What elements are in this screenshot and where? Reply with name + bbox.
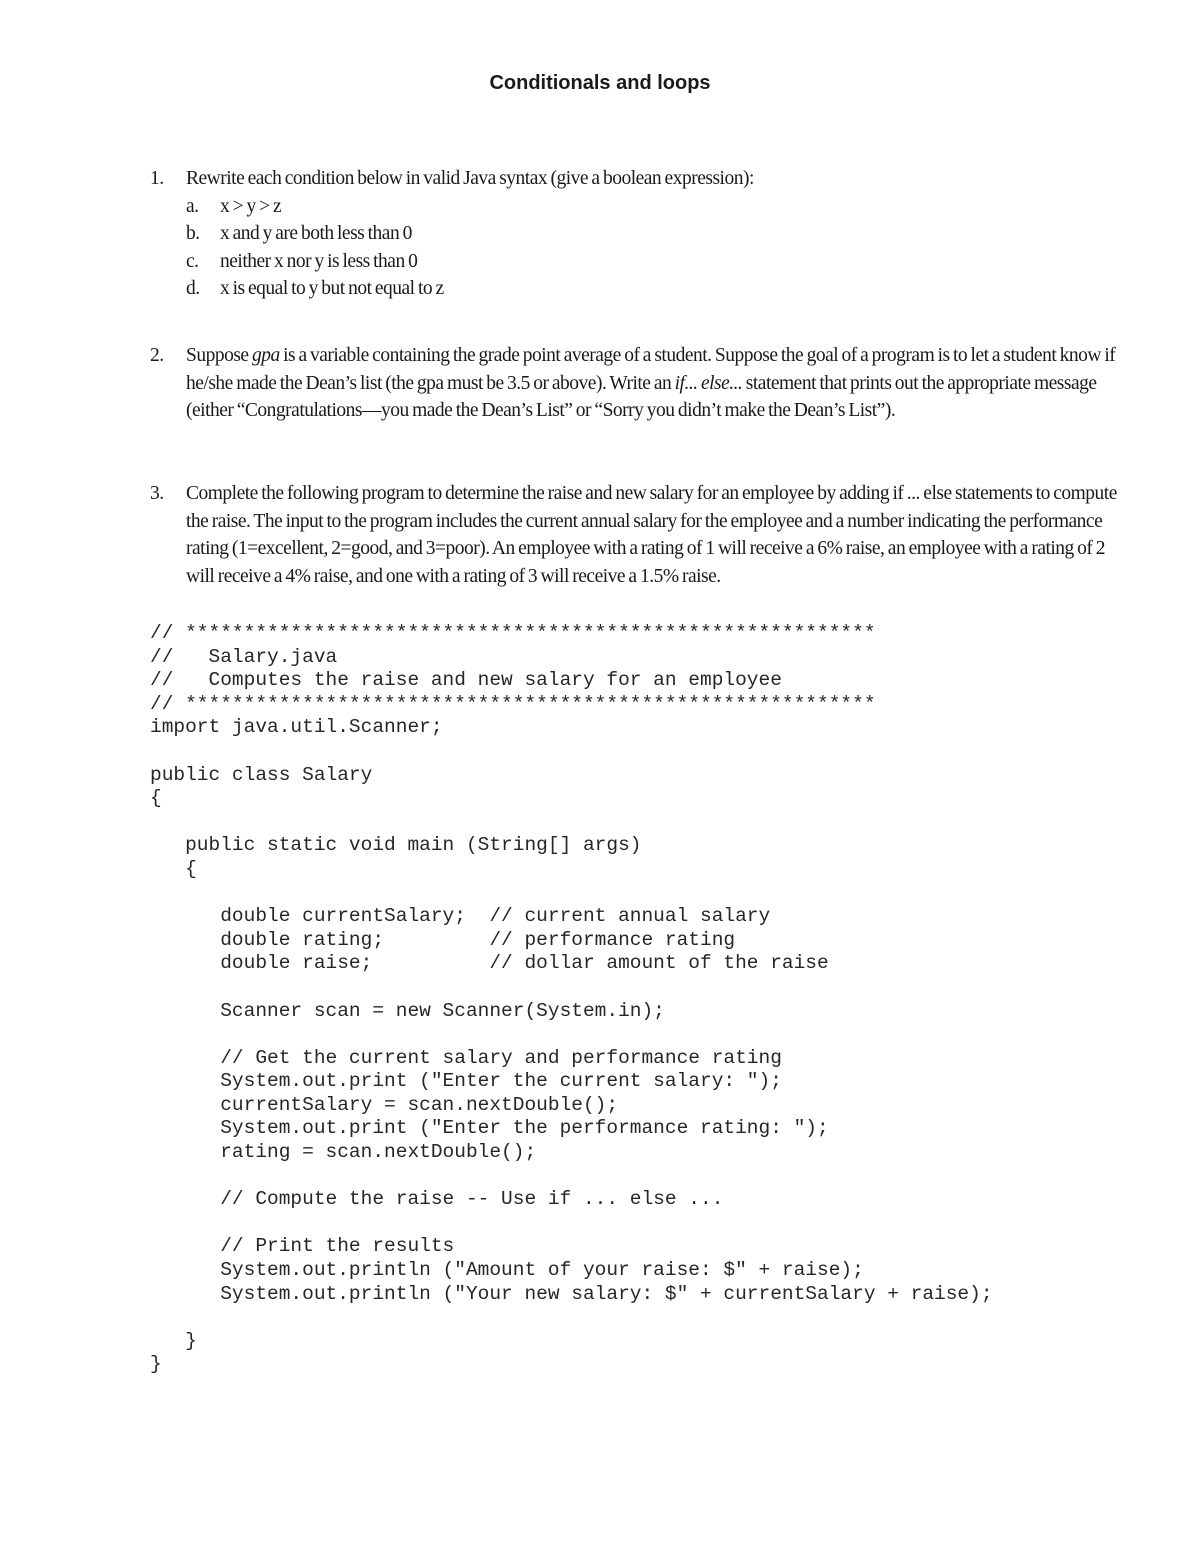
code-line: currentSalary = scan.nextDouble(); [150,1093,619,1116]
code-line: Scanner scan = new Scanner(System.in); [150,999,665,1022]
code-line: System.out.print ("Enter the current salary: "); [150,1070,782,1093]
code-line: } [150,1329,197,1352]
code-line [150,1212,993,1236]
sub-item-c [186,248,1120,276]
code-line: public class Salary [150,763,373,786]
keyword: if... else... [674,372,743,394]
code-line: public static void main (String[] args) [150,834,642,857]
code-line: // *********************************************************** [150,622,876,644]
sub-item-text: x is equal to y but not equal to z [220,278,444,299]
page-title: Conditionals and loops [489,72,711,94]
sub-item-text: x > y > z [220,195,282,217]
question-number: 2. [150,345,164,366]
question-number: 1. [150,168,164,189]
code-line [150,740,993,764]
code-line: // Computes the raise and new salary for an employee [150,669,782,692]
text-run: Suppose [186,345,252,366]
text-run: is a variable containing the grade point average of a student. Suppose the goal of a program is to let a student know if he/she made the Dean’s list (the gpa must be 3.5 or above). Write an [186,345,1116,394]
code-line [150,1023,993,1047]
code-line: System.out.print ("Enter the performance rating: "); [150,1117,829,1140]
code-listing [150,622,993,1377]
code-line [150,811,993,835]
question-text: Complete the following program to determine the raise and new salary for an employee by adding if ... else statements to compute the raise. The input to the program includes the current annual salary for the employee and a number indicating the performance rating (1=excellent, 2=good, and 3=poor). An employee with a rating of 1 will receive a 6% raise, an employee with a rating of 2 will receive a 4% raise, and one with a rating of 3 will receive a 1.5% raise. [186,483,1117,587]
code-line: // Get the current salary and performance rating [150,1046,782,1069]
text-run: statement that prints out the appropriate message (either “Congratulations—you made the Dean’s List” or “Sorry you didn’t make the Dean’s List”). [186,372,1097,421]
code-line [150,1165,993,1189]
sub-item-text: x and y are both less than 0 [220,223,412,244]
code-line: // *********************************************************** [150,692,876,715]
code-line: import java.util.Scanner; [150,716,443,739]
code-line: double currentSalary; // current annual salary [150,905,771,928]
code-line: double rating; // performance rating [150,928,736,951]
code-line [150,882,993,906]
sub-item-letter: b. [186,223,200,244]
code-line: double raise; // dollar amount of the raise [150,952,829,975]
sub-item-d [186,275,1120,303]
sub-item-letter: a. [186,195,199,217]
code-line: System.out.println ("Amount of your raise: $" + raise); [150,1259,864,1282]
code-line [150,1306,993,1330]
question-2 [150,342,1120,425]
code-line: { [150,857,197,880]
code-line: // Salary.java [150,645,338,668]
code-line: } [150,1353,162,1376]
code-line: // Compute the raise -- Use if ... else ... [150,1188,724,1211]
question-number: 3. [150,483,164,504]
question-3 [150,480,1120,590]
question-text: Rewrite each condition below in valid Java syntax (give a boolean expression): [186,168,754,189]
code-line [150,976,993,1000]
code-line: System.out.println ("Your new salary: $" + currentSalary + raise); [150,1282,993,1305]
sub-item-letter: c. [186,250,199,272]
sub-item-a [186,193,1120,221]
question-1 [150,165,1120,303]
sub-item-text: neither x nor y is less than 0 [220,250,418,272]
sub-item-letter: d. [186,278,200,299]
code-line: // Print the results [150,1235,455,1258]
code-line: rating = scan.nextDouble(); [150,1141,537,1164]
question-text [186,342,1120,425]
variable-name: gpa [251,345,280,366]
sub-item-b [186,220,1120,248]
code-line: { [150,787,162,810]
